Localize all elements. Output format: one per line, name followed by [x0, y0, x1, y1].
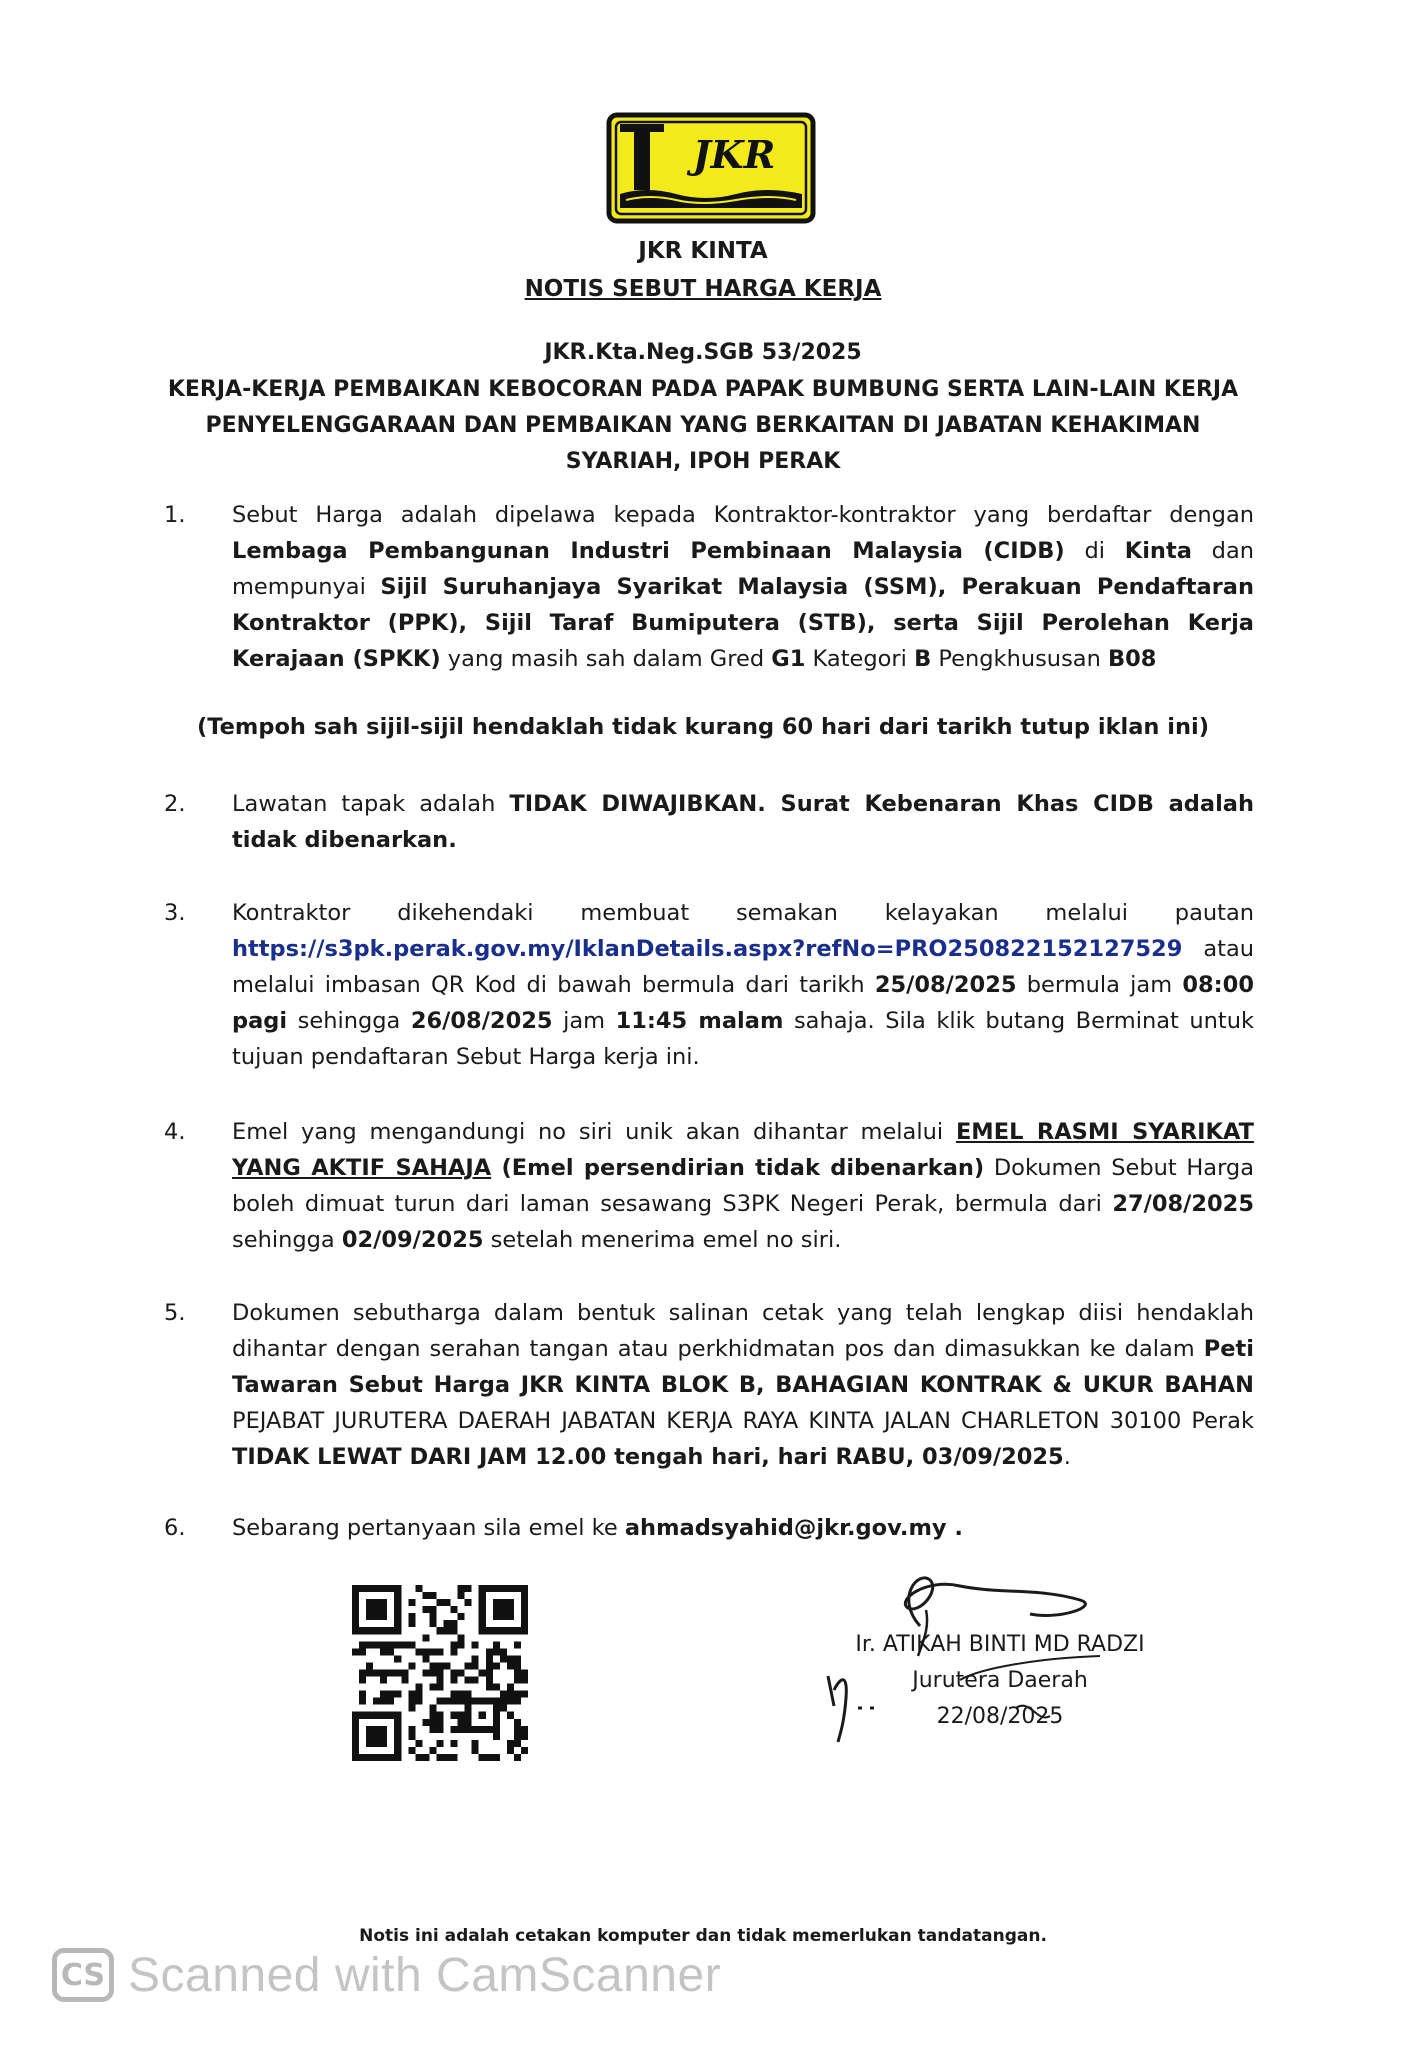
item-text-segment: 25/08/2025 [874, 972, 1017, 998]
computer-generated-note: Notis ini adalah cetakan komputer dan tidak memerlukan tandatangan. [359, 1926, 1047, 1946]
item-text-segment: Lembaga Pembangunan Industri Pembinaan Malaysia (CIDB) [232, 538, 1065, 564]
item-text-segment: G1 [771, 646, 806, 672]
item-text-segment: 11:45 malam [615, 1008, 784, 1034]
item-text [232, 1114, 1254, 1258]
item-text-segment: . [1063, 1444, 1071, 1470]
item-number: 6. [164, 1515, 186, 1541]
item-text-segment: atau melalui imbasan QR Kod di bawah bermula dari tarikh [232, 936, 1254, 998]
item-text-segment: Peti Tawaran Sebut Harga JKR KINTA BLOK B, BAHAGIAN KONTRAK & UKUR BAHAN [232, 1336, 1254, 1398]
logo-text: JKR [692, 132, 776, 177]
item-text-segment: dan mempunyai [232, 538, 1255, 600]
item-text-segment: 02/09/2025 [341, 1227, 484, 1253]
validity-note: (Tempoh sah sijil-sijil hendaklah tidak kurang 60 hari dari tarikh tutup iklan ini) [196, 714, 1210, 740]
item-text-segment: di [1064, 538, 1125, 564]
item-text-segment: yang masih sah dalam Gred [440, 646, 772, 672]
signatory-title: Jurutera Daerah [912, 1668, 1088, 1693]
item-text-segment: Dokumen sebutharga dalam bentuk salinan cetak yang telah lengkap diisi hendaklah dihantar dengan serahan tangan atau perkhidmatan pos dan dimasukkan ke dalam [232, 1300, 1254, 1362]
item-number: 3. [164, 900, 186, 926]
item-text-segment: Sebut Harga adalah dipelawa kepada Kontraktor-kontraktor yang berdaftar dengan [232, 502, 1254, 528]
item-text-segment: B [914, 646, 932, 672]
notice-title: NOTIS SEBUT HARGA KERJA [524, 276, 882, 302]
item-text-segment: Emel yang mengandungi no siri unik akan dihantar melalui [232, 1119, 956, 1145]
camscanner-watermark [52, 1940, 721, 2010]
item-text-segment: PEJABAT JURUTERA DAERAH JABATAN KERJA RAYA KINTA JALAN CHARLETON 30100 Perak [232, 1408, 1254, 1434]
qualification-link[interactable]: https://s3pk.perak.gov.my/IklanDetails.aspx?refNo=PRO250822152127529 [232, 936, 1183, 962]
item-text-segment: (Emel persendirian tidak dibenarkan) [491, 1155, 985, 1181]
item-text [232, 1295, 1254, 1475]
item-text-segment: setelah menerima emel no siri. [483, 1227, 842, 1253]
item-text-segment: 27/08/2025 [1112, 1191, 1254, 1217]
item-text-segment: Dokumen Sebut Harga boleh dimuat turun dari laman sesawang S3PK Negeri Perak, bermula dari [232, 1155, 1255, 1217]
item-text-segment: ahmadsyahid@jkr.gov.my . [624, 1515, 963, 1541]
signatory-date: 22/08/2025 [936, 1704, 1064, 1729]
item-text-segment: Kinta [1124, 538, 1192, 564]
item-text-segment: sahaja. Sila klik butang Berminat untuk tujuan pendaftaran Sebut Harga kerja ini. [232, 1008, 1255, 1070]
item-text-segment: bermula jam [1016, 972, 1183, 998]
item-text [232, 1510, 1254, 1546]
item-text [232, 786, 1254, 858]
camscanner-logo-icon: CS [52, 1948, 114, 2002]
item-text-segment: sehingga [287, 1008, 411, 1034]
item-text-segment: EMEL RASMI SYARIKAT YANG AKTIF SAHAJA [232, 1119, 1255, 1181]
item-number: 5. [164, 1300, 186, 1326]
item-text-segment: jam [552, 1008, 616, 1034]
item-text-segment: Sebarang pertanyaan sila emel ke [232, 1515, 625, 1541]
item-text-segment: Kategori [805, 646, 915, 672]
item-text-segment: TIDAK LEWAT DARI JAM 12.00 tengah hari, hari RABU, 03/09/2025 [232, 1444, 1064, 1470]
item-text-segment: Pengkhususan [931, 646, 1108, 672]
reference-number: JKR.Kta.Neg.SGB 53/2025 [544, 340, 862, 365]
watermark-text: Scanned with CamScanner [128, 1948, 722, 2002]
item-text-segment: Sijil Suruhanjaya Syarikat Malaysia (SSM), Perakuan Pendaftaran Kontraktor (PPK), Sijil Taraf Bumiputera (STB), serta Sijil Perolehan Kerja Kerajaan (SPKK) [232, 574, 1254, 672]
signatory-block [800, 1627, 1200, 1735]
item-text [232, 895, 1254, 1075]
item-number: 2. [164, 791, 186, 817]
item-text [232, 497, 1254, 677]
notice-subject: KERJA-KERJA PEMBAIKAN KEBOCORAN PADA PAPAK BUMBUNG SERTA LAIN-LAIN KERJA PENYELENGGARAAN DAN PEMBAIKAN YANG BERKAITAN DI JABATAN KEHAKIMAN SYARIAH, IPOH PERAK [167, 377, 1239, 474]
organisation-name: JKR KINTA [638, 238, 768, 264]
item-text-segment: 26/08/2025 [410, 1008, 553, 1034]
item-text-segment: 08:00 pagi [232, 972, 1254, 1034]
item-text-segment: Kontraktor dikehendaki membuat semakan kelayakan melalui pautan [232, 900, 1254, 926]
signatory-name: Ir. ATIKAH BINTI MD RADZI [855, 1632, 1145, 1657]
item-text-segment: sehingga [232, 1227, 342, 1253]
jkr-logo-icon [606, 112, 816, 224]
item-text-segment: B08 [1108, 646, 1157, 672]
item-number: 1. [164, 502, 186, 528]
item-number: 4. [164, 1119, 186, 1145]
item-text-segment: TIDAK DIWAJIBKAN. Surat Kebenaran Khas CIDB adalah tidak dibenarkan. [232, 791, 1254, 853]
item-text-segment: Lawatan tapak adalah [232, 791, 510, 817]
qr-code-icon[interactable] [352, 1585, 528, 1761]
